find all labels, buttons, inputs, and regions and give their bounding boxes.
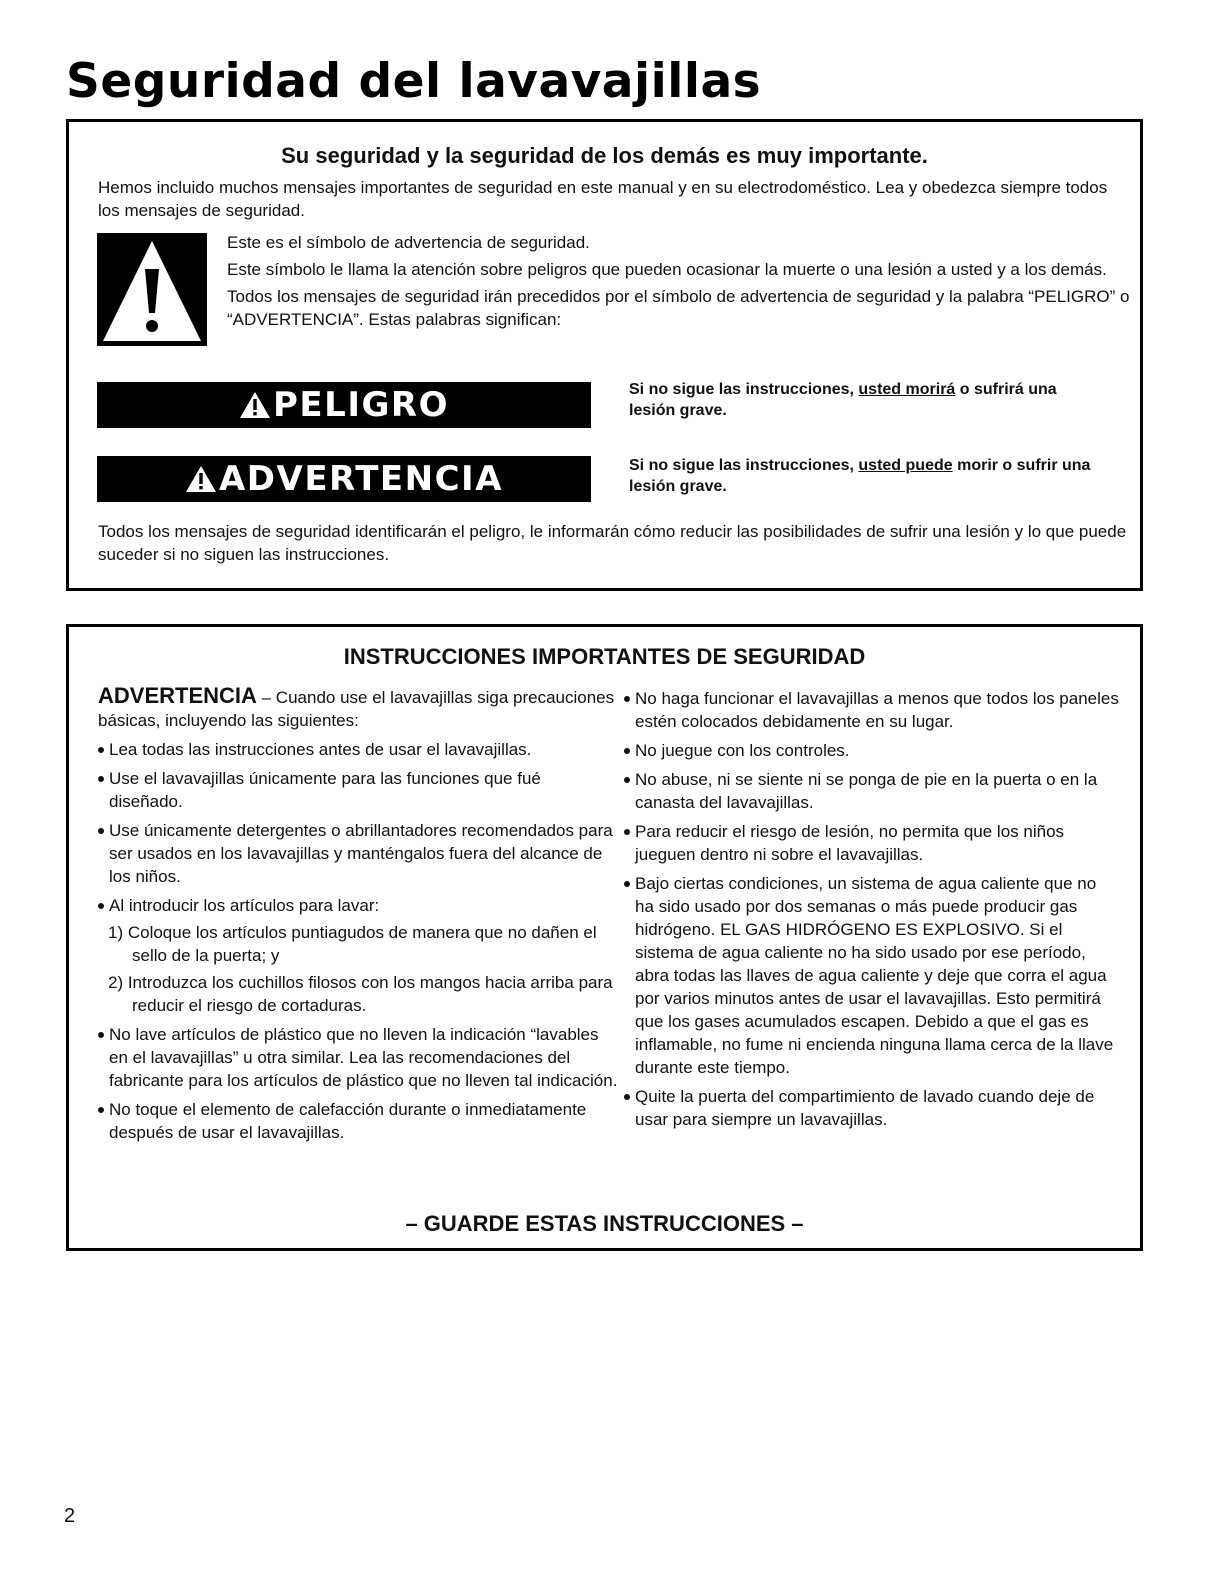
list-item-text: No toque el elemento de calefacción durante o inmediatamente después de usar el lavavajillas. (109, 1100, 587, 1142)
instructions-heading: INSTRUCCIONES IMPORTANTES DE SEGURIDAD (343, 644, 866, 669)
list-item (98, 767, 618, 813)
bullet-icon (98, 747, 104, 753)
peligro-banner (97, 382, 591, 428)
symbol-line: Este es el símbolo de advertencia de seguridad. (227, 233, 590, 252)
list-item (624, 1085, 1119, 1131)
symbol-line: Este símbolo le llama la atención sobre peligros que pueden ocasionar la muerte o una lesión a usted y a los demás. (227, 260, 1107, 279)
instructions-left-column (98, 684, 618, 1144)
desc-text: Si no sigue las instrucciones, (629, 457, 859, 474)
numbered-item: 2) Introduzca los cuchillos filosos con los mangos hacia arriba para reducir el riesgo de cortaduras. (108, 973, 613, 1015)
desc-text: o sufrirá una lesión grave. (629, 381, 1057, 419)
desc-text: Si no sigue las instrucciones, (629, 381, 859, 398)
lead-text: – Cuando use el lavavajillas siga precauciones básicas, incluyendo las siguientes: (98, 688, 615, 730)
list-item (624, 687, 1119, 733)
list-item-text: No haga funcionar el lavavajillas a menos que todos los paneles estén colocados debidamente en su lugar. (635, 689, 1119, 731)
bullet-icon (624, 777, 630, 783)
lead-paragraph (98, 684, 618, 732)
page-number: 2 (64, 1505, 76, 1527)
desc-underlined: usted morirá (858, 381, 956, 398)
instructions-list (98, 1023, 618, 1144)
list-item (624, 739, 1119, 762)
safety-box-heading: Su seguridad y la seguridad de los demás es muy importante. (281, 143, 928, 168)
peligro-label: PELIGRO (273, 385, 449, 425)
list-item (98, 1098, 618, 1144)
instructions-right-column (624, 687, 1119, 1131)
bullet-icon (624, 881, 630, 887)
bullet-icon (98, 1032, 104, 1038)
list-item (98, 894, 618, 917)
list-item (624, 768, 1119, 814)
list-item (98, 819, 618, 888)
bullet-icon (98, 828, 104, 834)
numbered-item: 1) Coloque los artículos puntiagudos de manera que no dañen el sello de la puerta; y (108, 923, 597, 965)
list-item (624, 820, 1119, 866)
bullet-icon (624, 1094, 630, 1100)
desc-text: morir o sufrir una lesión grave. (629, 457, 1091, 495)
safety-box-intro: Hemos incluido muchos mensajes importantes de seguridad en este manual y en su electrodoméstico. Lea y obedezca siempre todos los mensajes de seguridad. (98, 178, 1108, 220)
lead-word: ADVERTENCIA (98, 683, 257, 708)
advertencia-description (629, 455, 1099, 497)
safety-alert-symbol-icon (97, 233, 207, 346)
instructions-list (98, 738, 618, 917)
list-item (98, 738, 618, 761)
bullet-icon (98, 776, 104, 782)
warning-triangle-icon (239, 391, 271, 419)
peligro-description (629, 379, 1099, 421)
list-item-text: No lave artículos de plástico que no lleven la indicación “lavables en el lavavajillas” u otra similar. Lea las recomendaciones del fabricante para los artículos de plástico que no lleven tal indicación. (109, 1025, 618, 1090)
page-title: Seguridad del lavavajillas (66, 54, 762, 109)
bullet-icon (98, 903, 104, 909)
symbol-line: Todos los mensajes de seguridad irán precedidos por el símbolo de advertencia de seguridad y la palabra “PELIGRO” o “ADVERTENCIA”. Estas palabras significan: (227, 287, 1130, 329)
list-item-text: No abuse, ni se siente ni se ponga de pie en la puerta o en la canasta del lavavajillas. (635, 770, 1098, 812)
list-item-text: Bajo ciertas condiciones, un sistema de agua caliente que no ha sido usado por dos semanas o más puede producir gas hidrógeno. EL GAS HIDRÓGENO ES EXPLOSIVO. Si el sistema de agua caliente no ha sido usado por ese período, abra todas las llaves de agua caliente y deje que corra el agua por varios minutos antes de usar el lavavajillas. Esto permitirá que los gases acumulados escapen. Debido a que el gas es inflamable, no fume ni encienda ninguna llama cerca de la llave durante este tiempo. (635, 874, 1114, 1077)
save-instructions-footer: – GUARDE ESTAS INSTRUCCIONES – (405, 1211, 804, 1236)
safety-message-box (66, 119, 1143, 591)
bullet-icon (98, 1107, 104, 1113)
bullet-icon (624, 748, 630, 754)
safety-box-footer: Todos los mensajes de seguridad identificarán el peligro, le informarán cómo reducir las posibilidades de sufrir una lesión y lo que puede suceder si no siguen las instrucciones. (98, 522, 1127, 564)
bullet-icon (624, 829, 630, 835)
advertencia-banner (97, 456, 591, 502)
symbol-explanation (227, 231, 1147, 335)
list-item (624, 872, 1119, 1079)
list-item-text: Para reducir el riesgo de lesión, no permita que los niños jueguen dentro ni sobre el lavavajillas. (635, 822, 1065, 864)
advertencia-label: ADVERTENCIA (218, 459, 504, 499)
list-item-text: Use únicamente detergentes o abrillantadores recomendados para ser usados en los lavavajillas y manténgalos fuera del alcance de los niños. (109, 821, 613, 886)
list-item-text: Quite la puerta del compartimiento de lavado cuando deje de usar para siempre un lavavajillas. (635, 1087, 1095, 1129)
instructions-list (624, 687, 1119, 1131)
desc-underlined: usted puede (858, 457, 953, 474)
list-item-text: Use el lavavajillas únicamente para las funciones que fué diseñado. (109, 769, 541, 811)
bullet-icon (624, 696, 630, 702)
list-item-text: Al introducir los artículos para lavar: (109, 896, 380, 915)
warning-triangle-icon (185, 465, 217, 493)
list-item-text: No juegue con los controles. (635, 741, 850, 760)
list-item-text: Lea todas las instrucciones antes de usar el lavavajillas. (109, 740, 532, 759)
list-item (98, 1023, 618, 1092)
instructions-box (66, 624, 1143, 1251)
